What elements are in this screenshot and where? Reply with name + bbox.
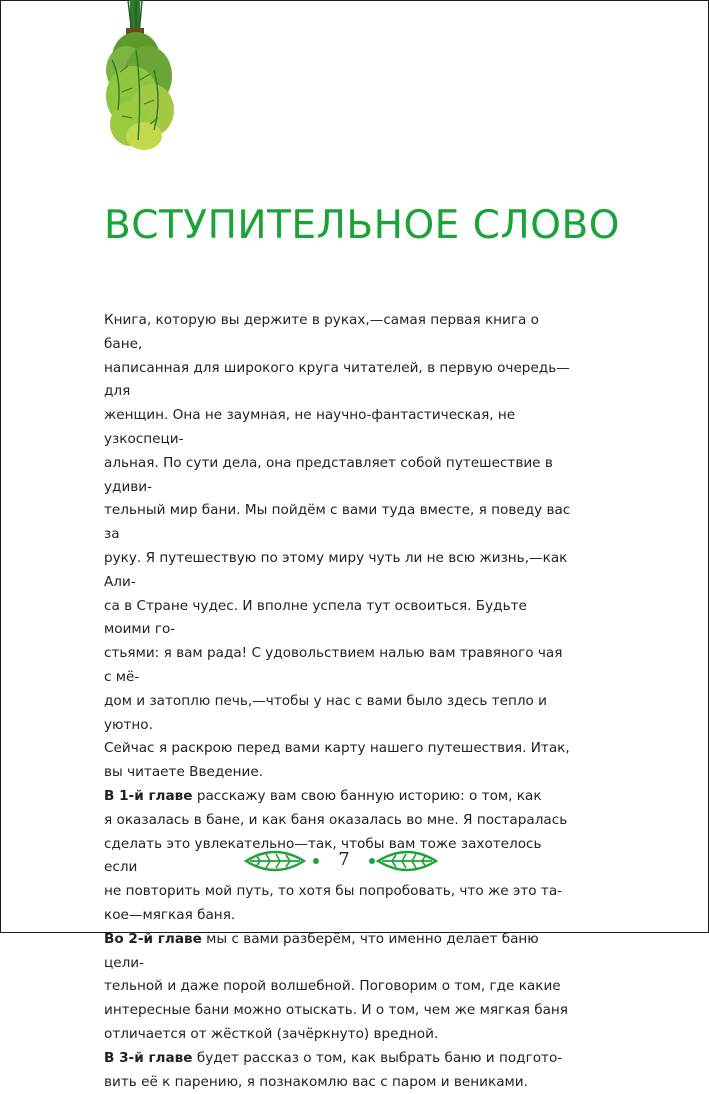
- line: са в Стране чудес. И вполне успела тут освоиться. Будьте моими го-: [104, 597, 527, 638]
- line: руку. Я путешествую по этому миру чуть ли не всю жизнь,—как Али-: [104, 549, 568, 590]
- line: женщин. Она не заумная, не научно-фантастическая, не узкоспеци-: [104, 407, 516, 447]
- birch-broom-illustration: [92, 0, 182, 152]
- line: Книга, которую вы держите в руках,—самая первая книга о бане,: [104, 312, 539, 352]
- chapter-title: ВСТУПИТЕЛЬНОЕ СЛОВО: [104, 203, 620, 248]
- line: будет рассказ о том, как выбрать баню и подгото-: [192, 1049, 563, 1066]
- chapter-lead: В 1-й главе: [104, 787, 193, 804]
- paragraph-intro: [104, 309, 574, 785]
- footer-dot: [369, 858, 375, 864]
- line: дом и затоплю печь,—чтобы у нас с вами было здесь тепло и уютно.: [104, 692, 547, 733]
- leaf-ornament-icon: [376, 849, 438, 873]
- chapter-lead: В 3-й главе: [104, 1049, 193, 1066]
- paragraph-chapter-3: [104, 1047, 574, 1094]
- body-text: [104, 309, 574, 1094]
- footer-dot: [313, 858, 319, 864]
- line: альная. По сути дела, она представляет собой путешествие в удиви-: [104, 454, 553, 495]
- paragraph-chapter-2: [104, 928, 574, 1047]
- line: тельный мир бани. Мы пойдём с вами туда вместе, я поведу вас за: [104, 502, 571, 543]
- line: вить её к парению, я познакомлю вас с паром и вениками.: [104, 1073, 528, 1090]
- leaf-ornament-icon: [244, 849, 306, 873]
- line: расскажу вам свою банную историю: о том, как: [192, 787, 542, 804]
- line: вы читаете Введение.: [104, 764, 264, 781]
- page-footer: [0, 845, 709, 877]
- line: не повторить мой путь, то хотя бы попробовать, что же это та-: [104, 883, 563, 900]
- line: я оказалась в бане, и как баня оказалась во мне. Я постаралась: [104, 811, 568, 828]
- line: отличается от жёсткой (зачёркнуто) вредной.: [104, 1025, 439, 1042]
- line: стьями: я вам рада! С удовольствием налью вам травяного чая с мё-: [104, 645, 563, 685]
- line: интересные бани можно отыскать. И о том, чем же мягкая баня: [104, 1002, 568, 1019]
- line: сделать это увлекательно—так, чтобы вам тоже захотелось если: [104, 835, 542, 876]
- line: кое—мягкая баня.: [104, 906, 236, 923]
- page-number: 7: [338, 849, 350, 870]
- line: мы с вами разберём, что именно делает баню цели-: [104, 930, 539, 971]
- line: написанная для широкого круга читателей, в первую очередь—для: [104, 359, 570, 400]
- line: тельной и даже порой волшебной. Поговорим о том, где какие: [104, 978, 561, 995]
- line: Сейчас я раскрою перед вами карту нашего путешествия. Итак,: [104, 740, 570, 757]
- chapter-lead: Во 2-й главе: [104, 930, 202, 947]
